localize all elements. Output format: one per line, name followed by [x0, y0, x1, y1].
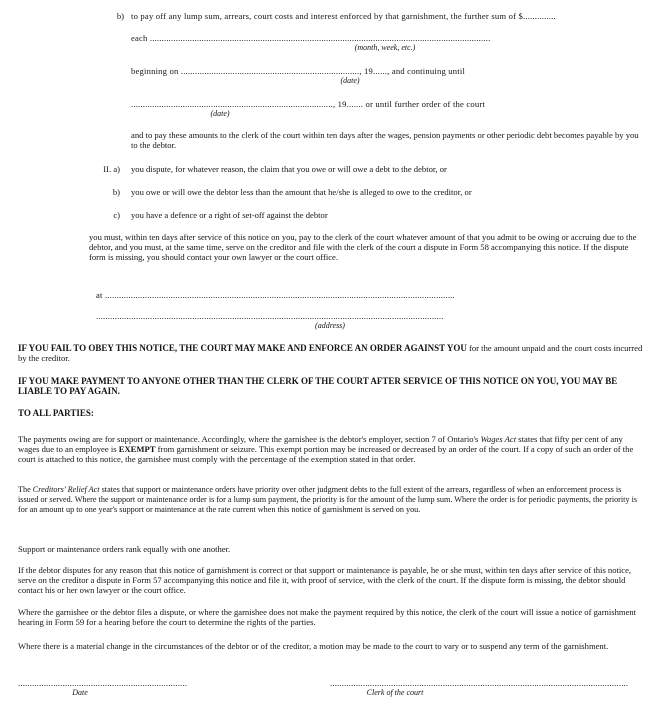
- until-line: ......................................................................................, 19....... or until further order of the court: [131, 99, 486, 109]
- until-caption: (date): [210, 109, 230, 118]
- date-signature-line: ........................................................................: [18, 678, 188, 688]
- item-ii-b-label: b): [112, 187, 120, 197]
- fail-to-obey-bold: IF YOU FAIL TO OBEY THIS NOTICE, THE COURT MAY MAKE AND ENFORCE AN ORDER AGAINST YOU: [18, 343, 467, 353]
- creditors-text-a: The: [18, 485, 33, 494]
- exempt-word: EXEMPT: [118, 444, 156, 455]
- date-caption: Date: [72, 688, 88, 697]
- clerk-caption: Clerk of the court: [366, 688, 424, 697]
- exemption-text-b: states that fifty per cent of any wages due to an employee is: [18, 434, 623, 455]
- beginning-caption: (date): [340, 76, 360, 85]
- garnishee-dispute-paragraph: Where the garnishee or the debtor files a dispute, or where the garnishee does not make the payment required by this notice, the clerk of the court will issue a notice of garnishment hearing in Form 59 for a hearing before the court to determine the rights of the parties.: [18, 607, 637, 628]
- fail-to-obey-warning: [18, 343, 646, 364]
- pay-paragraph: and to pay these amounts to the clerk of the court within ten days after the wages, pension payments or other periodic debt becomes payable by you to the debtor.: [131, 130, 639, 151]
- dispute-a-text: you dispute, for whatever reason, the claim that you owe or will owe a debt to the debtor, or: [131, 164, 447, 174]
- address-line-2: ....................................................................................................................................................: [96, 311, 444, 321]
- address-line: at .....................................................................................................................................................: [96, 290, 455, 300]
- wages-act-title: Wages Act: [480, 434, 517, 444]
- further-sum-line: to pay off any lump sum, arrears, court costs and interest enforced by that garnishment, the further sum of $..............: [131, 11, 556, 21]
- item-b-label: b): [116, 11, 124, 21]
- item-ii-c-label: c): [113, 210, 120, 220]
- fail-to-obey-rest: for the amount unpaid and the court costs incurred by the creditor.: [18, 343, 643, 364]
- creditors-text-b: states that support or maintenance orders have priority over other judgment debts to the full extent of the arrears, regardless of when an enforcement process is issued or served. Where the support or maintenance order is for a lump sum payment, the priority is for the amount of the lump sum. Where the order is for periodic payments, the priority is for an amount up to one year's support or maintenance at the rate current when this notice of garnishment is served on you.: [18, 485, 638, 514]
- payment-warning: IF YOU MAKE PAYMENT TO ANYONE OTHER THAN THE CLERK OF THE COURT AFTER SERVICE OF THIS NOTICE ON YOU, YOU MAY BE LIABLE TO PAY AGAIN.: [18, 376, 618, 397]
- item-ii-a-label: II. a): [103, 164, 120, 174]
- clerk-signature-line: ...............................................................................................................................: [330, 678, 629, 688]
- beginning-line: beginning on ............................................................................, 19......, and continuing until: [131, 66, 466, 76]
- each-line: each .................................................................................................................................................: [131, 33, 491, 43]
- material-change-paragraph: Where there is a material change in the circumstances of the debtor or of the creditor, a motion may be made to the court to vary or to suspend any term of the garnishment.: [18, 641, 609, 651]
- dispute-paragraph: you must, within ten days after service of this notice on you, pay to the clerk of the court whatever amount of that you admit to be owing or accruing due to the debtor, and you must, at the same time, serve on the creditor and file with the clerk of the court a dispute in Form 58 accompanying this notice. If the dispute form is missing, you should contact your own lawyer or the court office.: [89, 232, 637, 263]
- to-all-parties-heading: TO ALL PARTIES:: [18, 408, 94, 418]
- each-caption: (month, week, etc.): [354, 43, 416, 52]
- creditors-relief-paragraph: [18, 485, 640, 514]
- exemption-text-a: The payments owing are for support or maintenance. Accordingly, where the garnishee is the debtor's employer, section 7 of Ontario's: [18, 434, 481, 444]
- rank-equally-paragraph: Support or maintenance orders rank equally with one another.: [18, 544, 231, 554]
- address-caption: (address): [315, 321, 345, 330]
- debtor-dispute-paragraph: If the debtor disputes for any reason that this notice of garnishment is correct or that support or maintenance is payable, he or she must, within ten days after service of this notice, serve on the creditor a dispute in Form 57 accompanying this notice and file it, with proof of service, with the clerk of the court. If the dispute form is missing, the debtor should contact his or her own lawyer or the court office.: [18, 565, 632, 596]
- creditors-relief-act-title: Creditors' Relief Act: [32, 485, 100, 494]
- dispute-c-text: you have a defence or a right of set-off against the debtor: [131, 210, 328, 220]
- exemption-text-c: from garnishment or seizure. This exempt portion may be increased or decreased by an order of the court. If a copy of such an order of the court is attached to this notice, the garnishee must comply with the percentage of the exemption stated in that order.: [18, 444, 634, 465]
- exemption-paragraph: [18, 434, 644, 465]
- dispute-b-text: you owe or will owe the debtor less than the amount that he/she is alleged to owe to the creditor, or: [131, 187, 472, 197]
